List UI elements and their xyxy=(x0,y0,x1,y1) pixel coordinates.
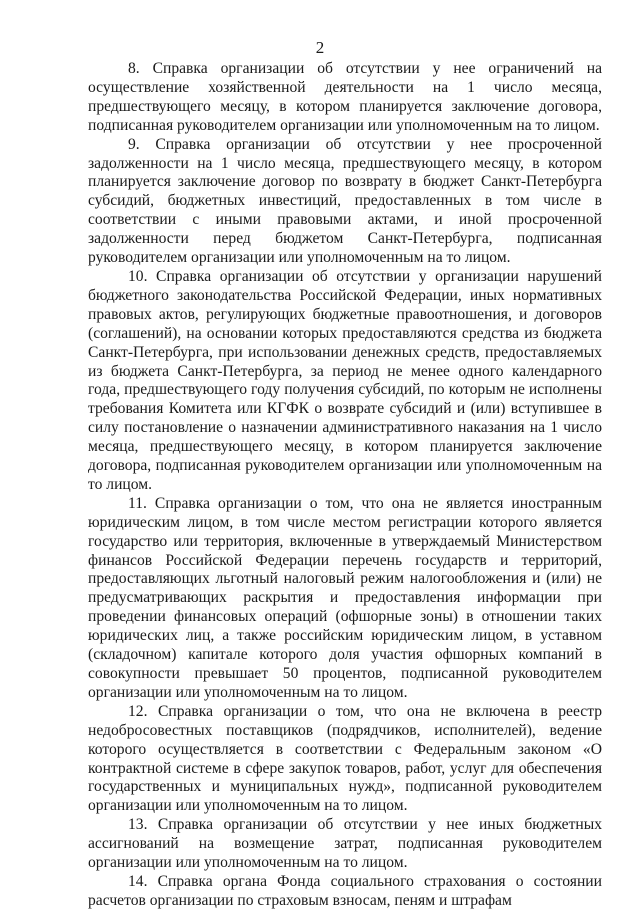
paragraph-11: 11. Справка организации о том, что она не является иностранным юридическим лицом, в том числе местом регистрации которого является государство или территория, включенные в утверждаемый Министерством финансов Российской Федерации перечень государств и территорий, предоставляющих льготный налоговый режим налогообложения и (или) не предусматривающих раскрытия и предоставления информации при проведении финансовых операций (офшорные зоны) в отношении таких юридических лиц, а также российским юридическим лицом, в уставном (складочном) капитале которого доля участия офшорных компаний в совокупности превышает 50 процентов, подписанной руководителем организации или уполномоченным на то лицом. xyxy=(88,494,602,701)
paragraph-12: 12. Справка организации о том, что она не включена в реестр недобросовестных поставщиков (подрядчиков, исполнителей), ведение которого осуществляется в соответствии с Федеральным законом «О контрактной системе в сфере закупок товаров, работ, услуг для обеспечения государственных и муниципальных нужд», подписанной руководителем организации или уполномоченным на то лицом. xyxy=(88,702,602,815)
paragraph-8: 8. Справка организации об отсутствии у нее ограничений на осуществление хозяйственной деятельности на 1 число месяца, предшествующего месяцу, в котором планируется заключение договора, подписанная руководителем организации или уполномоченным на то лицом. xyxy=(88,60,602,134)
page-number: 2 xyxy=(315,38,325,57)
paragraph-13: 13. Справка организации об отсутствии у нее иных бюджетных ассигнований на возмещение затрат, подписанная руководителем организации или уполномоченным на то лицом. xyxy=(88,816,602,872)
paragraph-9: 9. Справка организации об отсутствии у нее просроченной задолженности на 1 число месяца, предшествующего месяцу, в котором планируется заключение договор по возврату в бюджет Санкт-Петербурга субсидий, бюджетных инвестиций, предоставленных в том числе в соответствии с иными правовыми актами, и иной просроченной задолженности перед бюджетом Санкт-Петербурга, подписанная руководителем организации или уполномоченным на то лицом. xyxy=(88,135,602,267)
document-body xyxy=(88,60,602,911)
paragraph-10: 10. Справка организации об отсутствии у организации нарушений бюджетного законодательства Российской Федерации, иных нормативных правовых актов, регулирующих бюджетные правоотношения, и договоров (соглашений), на основании которых предоставляются средства из бюджета Санкт-Петербурга, при использовании денежных средств, предоставляемых из бюджета Санкт-Петербурга, за период не менее одного календарного года, предшествующего году получения субсидий, по которым не исполнены требования Комитета или КГФК о возврате субсидий и (или) вступившее в силу постановление о назначении административного наказания на 1 число месяца, предшествующего месяцу, в котором планируется заключение договора, подписанная руководителем организации или уполномоченным на то лицом. xyxy=(88,267,602,493)
paragraph-14: 14. Справка органа Фонда социального страхования о состоянии расчетов организации по страховым взносам, пеням и штрафам xyxy=(88,872,602,909)
